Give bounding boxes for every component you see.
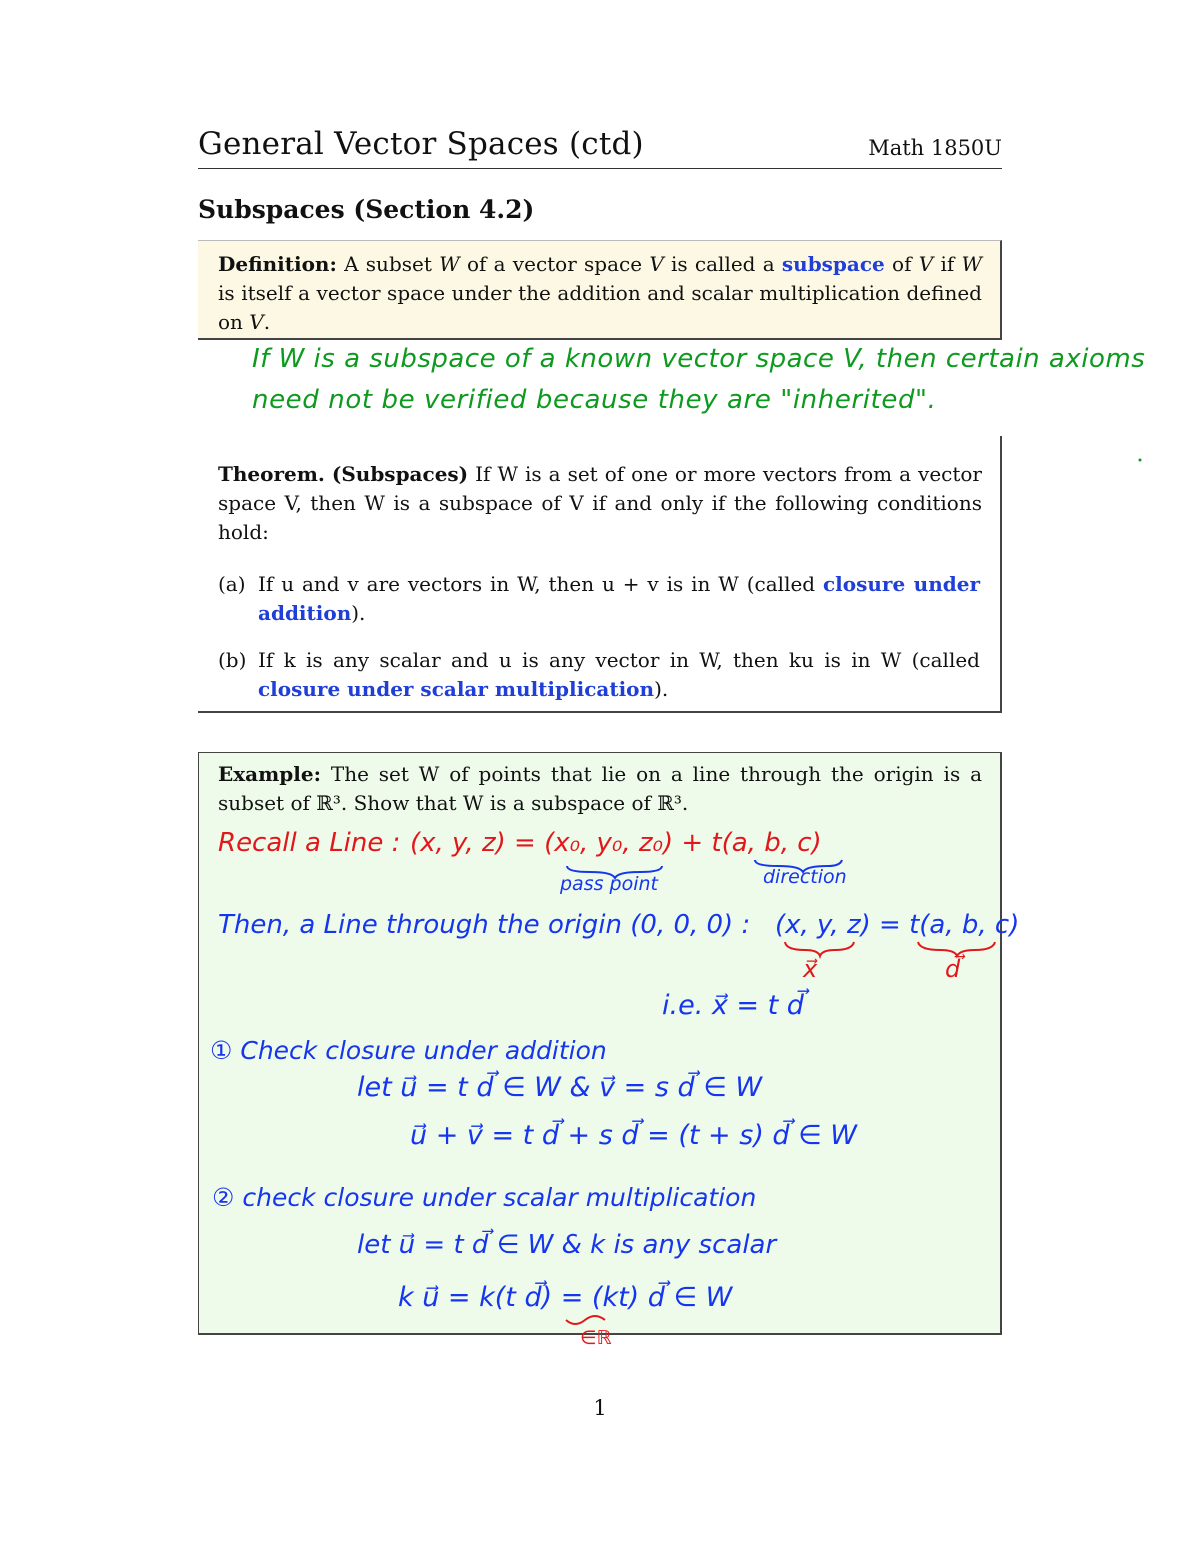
example-body: The set W of points that lie on a line through the origin is a subset of ℝ³. Show that W is a subspace of ℝ³. (218, 762, 983, 815)
definition-symbol: W (439, 252, 460, 276)
closure-addition-term: closure under addition (258, 572, 980, 625)
hw-recall-equation: (x, y, z) = (x₀, y₀, z₀) + t(a, b, c) (410, 828, 822, 858)
note-line-1: If W is a subspace of a known vector space V, then certain axioms (252, 344, 1146, 374)
hw-pass-point: pass point (560, 873, 658, 895)
hw-ie: i.e. x⃗ = t d⃗ (662, 990, 804, 1021)
kt-underline (566, 1316, 605, 1324)
theorem-name: (Subspaces) (331, 462, 469, 486)
item-text: If k is any scalar and u is any vector in W, then ku is in W (called (258, 648, 980, 672)
item-label: (b) (218, 648, 247, 672)
theorem-label: Theorem. (218, 462, 325, 486)
item-end: ). (654, 677, 669, 701)
hw-direction: direction (763, 866, 847, 888)
definition-label: Definition: (218, 252, 337, 276)
definition-part: if (940, 252, 955, 276)
definition-part: . (263, 310, 271, 334)
hw-sum: u⃗ + v⃗ = t d⃗ + s d⃗ = (t + s) d⃗ ∈ W (410, 1120, 857, 1151)
definition-part: is called a (671, 252, 775, 276)
definition-symbol: V (249, 310, 264, 334)
course-code: Math 1850U (868, 136, 1002, 160)
hw-then-equation: (x, y, z) = t(a, b, c) (775, 910, 1020, 940)
section-title: Subspaces (Section 4.2) (198, 195, 535, 224)
definition-symbol: V (649, 252, 664, 276)
definition-part: of (892, 252, 912, 276)
example-label: Example: (218, 762, 321, 786)
theorem-intro: If W is a set of one or more vectors from a vector space V, then W is a subspace of V if and only if the following conditions hold: (218, 462, 982, 544)
hw-recall: Recall a Line : (218, 828, 401, 858)
definition-term: subspace (781, 252, 885, 276)
definition-symbol: V (918, 252, 934, 276)
hw-let-k: let u⃗ = t d⃗ ∈ W & k is any scalar (357, 1230, 777, 1260)
note-line-2: need not be verified because they are "inherited". (252, 385, 937, 415)
d-vector-brace (918, 942, 995, 956)
hw-in-reals: ∈ℝ (580, 1327, 612, 1349)
closure-scalar-term: closure under scalar multiplication (258, 677, 655, 701)
definition-part: of a vector space (466, 252, 643, 276)
hw-d-vector: d⃗ (945, 955, 961, 983)
page-number: 1 (593, 1396, 607, 1420)
definition-symbol: W (961, 252, 983, 276)
definition-part: is itself a vector space under the addition and scalar multiplication defined on (218, 281, 982, 334)
stray-ink-dot (1139, 459, 1142, 462)
hw-x-vector: x⃗ (803, 955, 818, 983)
pass-point-brace (567, 866, 662, 878)
definition-part: A subset (344, 252, 432, 276)
item-text: If u and v are vectors in W, then u + v is in W (called (258, 572, 816, 596)
item-label: (a) (218, 572, 246, 596)
direction-brace (755, 860, 842, 872)
hw-scalar-product: k u⃗ = k(t d⃗) = (kt) d⃗ ∈ W (398, 1282, 733, 1313)
page-title: General Vector Spaces (ctd) (198, 126, 644, 162)
hw-check-addition: ① Check closure under addition (210, 1036, 607, 1065)
x-vector-brace (785, 942, 854, 956)
hw-let-uv: let u⃗ = t d⃗ ∈ W & v⃗ = s d⃗ ∈ W (357, 1072, 763, 1103)
hw-then: Then, a Line through the origin (0, 0, 0) : (218, 910, 751, 940)
item-end: ). (351, 601, 366, 625)
hw-check-scalar: ② check closure under scalar multiplication (212, 1183, 757, 1212)
